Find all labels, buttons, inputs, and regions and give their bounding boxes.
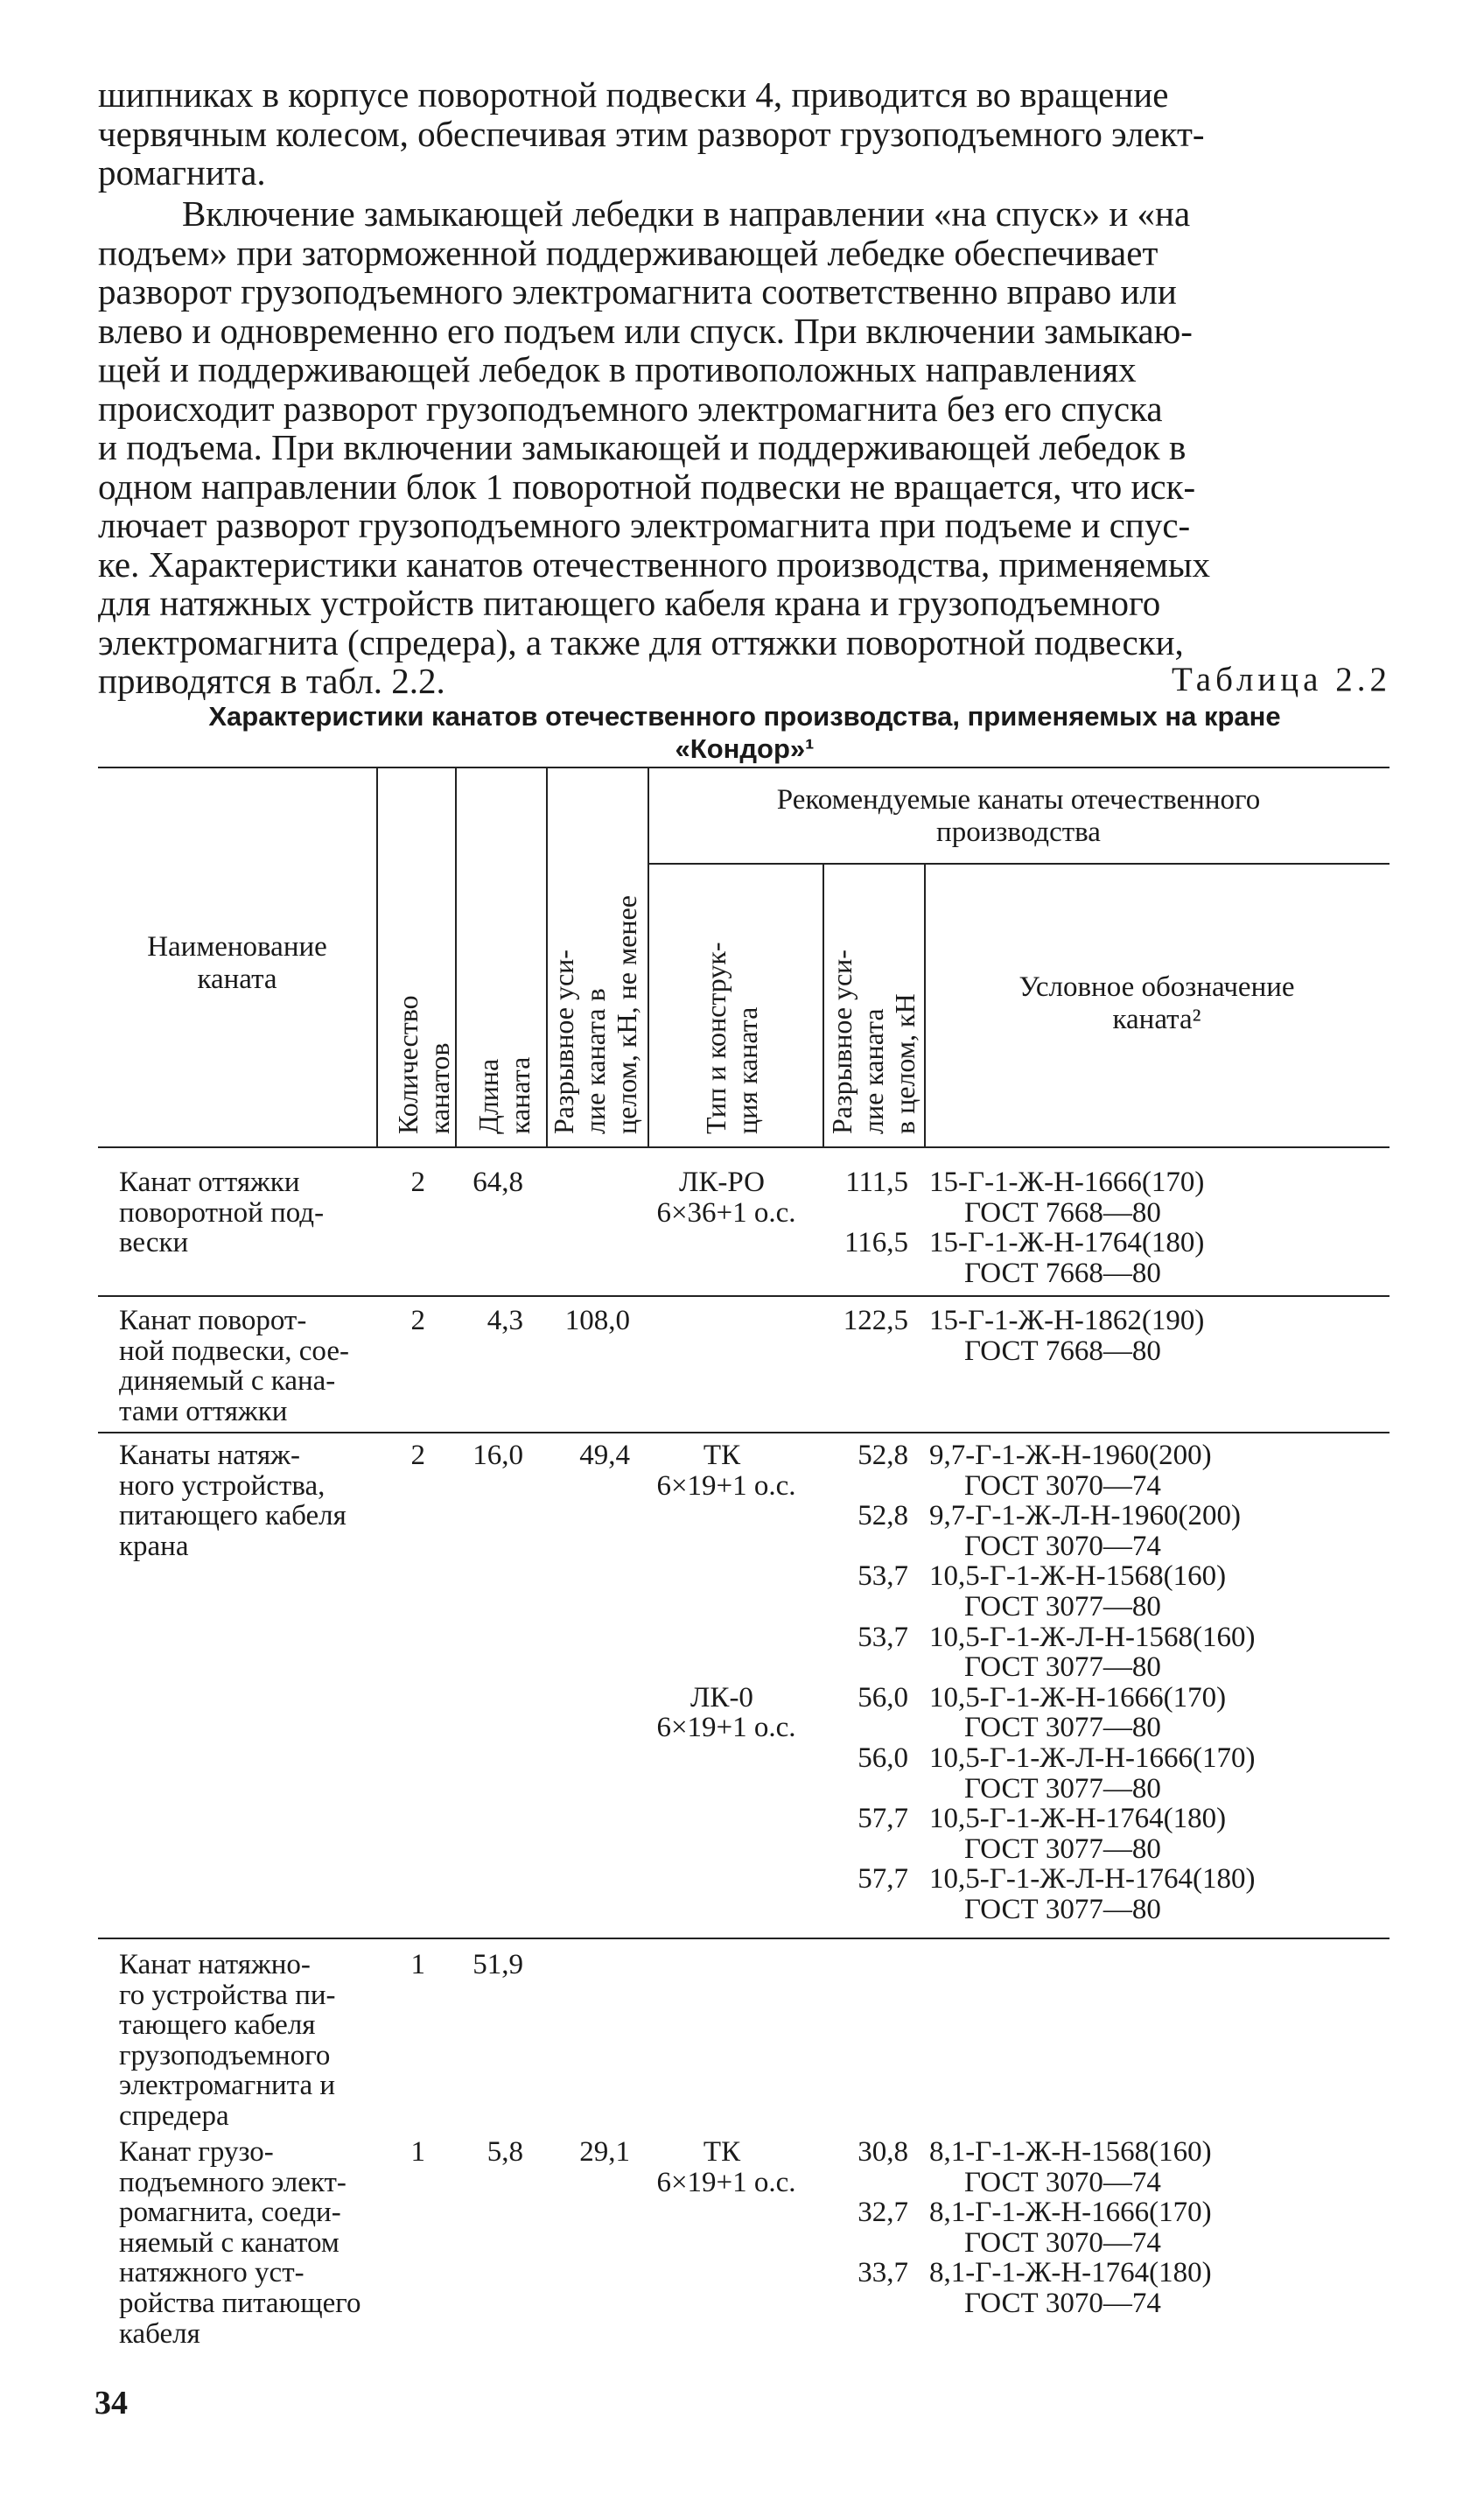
paragraph-1 [98, 75, 1391, 193]
col-divider [822, 863, 824, 1146]
rec-breaking-force: 52,8 [858, 1500, 908, 1532]
row-separator [98, 1432, 1390, 1433]
rope-designation: 10,5-Г-1-Ж-Л-Н-1764(180) [929, 1863, 1256, 1896]
rope-designation: 15-Г-1-Ж-Н-1764(180) [929, 1227, 1205, 1259]
rope-length: 5,8 [486, 2136, 523, 2168]
page-number: 34 [94, 2385, 128, 2421]
rope-count: 1 [410, 1949, 425, 1980]
text-line: ке. Характеристики канатов отечественного производства, применяемых [98, 543, 1210, 585]
text-line: приводятся в табл. 2.2. [98, 661, 445, 701]
row-separator [98, 1938, 1390, 1939]
header-recommended: Рекомендуемые канаты отечественного производства [776, 784, 1261, 848]
rec-breaking-force: 53,7 [858, 1621, 908, 1653]
rope-designation: 9,7-Г-1-Ж-Л-Н-1960(200) [929, 1500, 1242, 1532]
rope-designation: 10,5-Г-1-Ж-Л-Н-1568(160) [929, 1621, 1256, 1653]
rope-standard: ГОСТ 3077—80 [964, 1894, 1161, 1925]
rec-breaking-force: 122,5 [843, 1305, 908, 1336]
rope-name: Канат поворот- ной подвески, сое- диняемый с кана- тами оттяжки [119, 1305, 349, 1427]
rec-breaking-force: 116,5 [844, 1227, 908, 1259]
text-line: щей и поддерживающей лебедок в противоположных направлениях [98, 349, 1137, 389]
table-caption [98, 700, 1391, 765]
header-rec-breaking: Разрывное уси- лие каната в целом, кН [826, 950, 920, 1134]
header-designation: Условное обозначение каната² [1018, 971, 1295, 1035]
rope-count: 1 [410, 2136, 425, 2168]
rec-breaking-force: 56,0 [858, 1681, 908, 1714]
rope-standard: ГОСТ 7668—80 [964, 1335, 1161, 1367]
rope-designation: 10,5-Г-1-Ж-Л-Н-1666(170) [929, 1742, 1256, 1774]
rec-breaking-force: 32,7 [858, 2197, 908, 2229]
rope-designation: 15-Г-1-Ж-Н-1862(190) [929, 1305, 1205, 1336]
text-line: подъем» при заторможенной поддерживающей лебедке обеспечивает [98, 232, 1158, 273]
rope-designation: 10,5-Г-1-Ж-Н-1666(170) [929, 1681, 1227, 1714]
header-split-rule [648, 863, 1390, 865]
table-top-rule [98, 767, 1390, 768]
rec-breaking-force: 57,7 [858, 1803, 908, 1835]
rope-standard: ГОСТ 3070—74 [964, 2166, 1161, 2198]
text-line: электромагнита (спредера), а также для оттяжки поворотной подвески, [98, 621, 1184, 662]
rec-breaking-force: 52,8 [858, 1440, 908, 1471]
rec-breaking-force: 57,7 [858, 1863, 908, 1896]
rope-construction: 6×36+1 о.с. [656, 1196, 796, 1229]
row-separator [98, 1295, 1390, 1297]
text-line: одном направлении блок 1 поворотной подвески не вращается, что иск- [98, 466, 1196, 507]
rope-length: 16,0 [472, 1440, 523, 1471]
rope-designation: 10,5-Г-1-Ж-Н-1764(180) [929, 1803, 1227, 1835]
rope-type: ТК [703, 2136, 741, 2168]
rope-standard: ГОСТ 3070—74 [964, 2288, 1161, 2319]
rope-name: Канат натяжно- го устройства пи- тающего кабеля грузоподъемного электромагнита и спредера [119, 1949, 336, 2132]
rope-designation: 8,1-Г-1-Ж-Н-1666(170) [929, 2197, 1212, 2229]
col-divider [376, 767, 378, 1146]
rope-type: ЛК-0 [690, 1681, 753, 1714]
rope-type: ТК [703, 1440, 741, 1471]
rope-standard: ГОСТ 3070—74 [964, 1469, 1161, 1502]
rope-designation: 9,7-Г-1-Ж-Н-1960(200) [929, 1440, 1212, 1471]
text-line: шипниках в корпусе поворотной подвески 4, приводится во вращение [98, 74, 1169, 115]
header-name: Наименование каната [147, 931, 327, 995]
rope-construction: 6×19+1 о.с. [656, 1712, 796, 1744]
rope-name: Канат грузо- подъемного элект- ромагнита, соеди- няемый с канатом натяжного уст- ройства питающего кабеля [119, 2136, 361, 2350]
rope-count: 2 [410, 1440, 425, 1471]
rope-count: 2 [410, 1305, 425, 1336]
rope-breaking-force: 29,1 [579, 2136, 630, 2168]
rope-construction: 6×19+1 о.с. [656, 1469, 796, 1502]
header-count: Количество канатов [392, 995, 455, 1134]
caption-line-1: Характеристики канатов отечественного производства, применяемых на кране [208, 701, 1281, 732]
text-line: лючает разворот грузоподъемного электромагнита при подъеме и спус- [98, 505, 1191, 545]
rope-standard: ГОСТ 3077—80 [964, 1591, 1161, 1622]
rope-length: 64,8 [472, 1167, 523, 1198]
rope-standard: ГОСТ 3070—74 [964, 1530, 1161, 1562]
rope-breaking-force: 49,4 [579, 1440, 630, 1471]
rope-designation: 10,5-Г-1-Ж-Н-1568(160) [929, 1560, 1227, 1593]
header-length: Длина каната [472, 1056, 536, 1134]
header-type: Тип и конструк- ция каната [700, 942, 763, 1134]
rope-count: 2 [410, 1167, 425, 1198]
text-line: и подъема. При включении замыкающей и поддерживающей лебедок в [98, 427, 1186, 467]
rope-designation: 8,1-Г-1-Ж-Н-1764(180) [929, 2257, 1212, 2289]
caption-line-2: «Кондор»¹ [675, 733, 815, 764]
rope-standard: ГОСТ 3070—74 [964, 2226, 1161, 2259]
rec-breaking-force: 111,5 [845, 1167, 908, 1198]
rope-designation: 8,1-Г-1-Ж-Н-1568(160) [929, 2136, 1212, 2168]
rec-breaking-force: 33,7 [858, 2257, 908, 2289]
table-number: Таблица 2.2 [1171, 661, 1391, 698]
header-bottom-rule [98, 1146, 1390, 1148]
text-line: червячным колесом, обеспечивая этим разворот грузоподъемного элект- [98, 113, 1205, 154]
rope-standard: ГОСТ 3077—80 [964, 1772, 1161, 1805]
paragraph-2 [98, 194, 1391, 701]
text-line: ромагнита. [98, 152, 266, 193]
text-line: разворот грузоподъемного электромагнита соответственно вправо или [98, 271, 1177, 312]
rope-standard: ГОСТ 3077—80 [964, 1833, 1161, 1865]
rope-construction: 6×19+1 о.с. [656, 2166, 796, 2198]
col-divider [455, 767, 457, 1146]
rope-name: Канаты натяж- ного устройства, питающего кабеля крана [119, 1440, 346, 1562]
text-line: для натяжных устройств питающего кабеля крана и грузоподъемного [98, 583, 1161, 623]
text-line: влево и одновременно его подъем или спуск. При включении замыкаю- [98, 310, 1193, 351]
rope-standard: ГОСТ 7668—80 [964, 1196, 1161, 1229]
text-line: происходит разворот грузоподъемного электромагнита без его спуска [98, 388, 1163, 429]
rope-standard: ГОСТ 3077—80 [964, 1712, 1161, 1744]
text-line: Включение замыкающей лебедки в направлении «на спуск» и «на [182, 193, 1191, 234]
rope-designation: 15-Г-1-Ж-Н-1666(170) [929, 1167, 1205, 1198]
rope-length: 4,3 [486, 1305, 523, 1336]
rec-breaking-force: 30,8 [858, 2136, 908, 2168]
rope-breaking-force: 108,0 [564, 1305, 630, 1336]
rope-standard: ГОСТ 3077—80 [964, 1651, 1161, 1684]
rope-standard: ГОСТ 7668—80 [964, 1257, 1161, 1289]
rec-breaking-force: 56,0 [858, 1742, 908, 1774]
rec-breaking-force: 53,7 [858, 1560, 908, 1593]
rope-name: Канат оттяжки поворотной под- вески [119, 1167, 325, 1259]
header-breaking-force: Разрывное уси- лие каната в целом, кН, не менее [548, 895, 642, 1134]
rope-length: 51,9 [472, 1949, 523, 1980]
rope-type: ЛК-РО [679, 1167, 765, 1198]
